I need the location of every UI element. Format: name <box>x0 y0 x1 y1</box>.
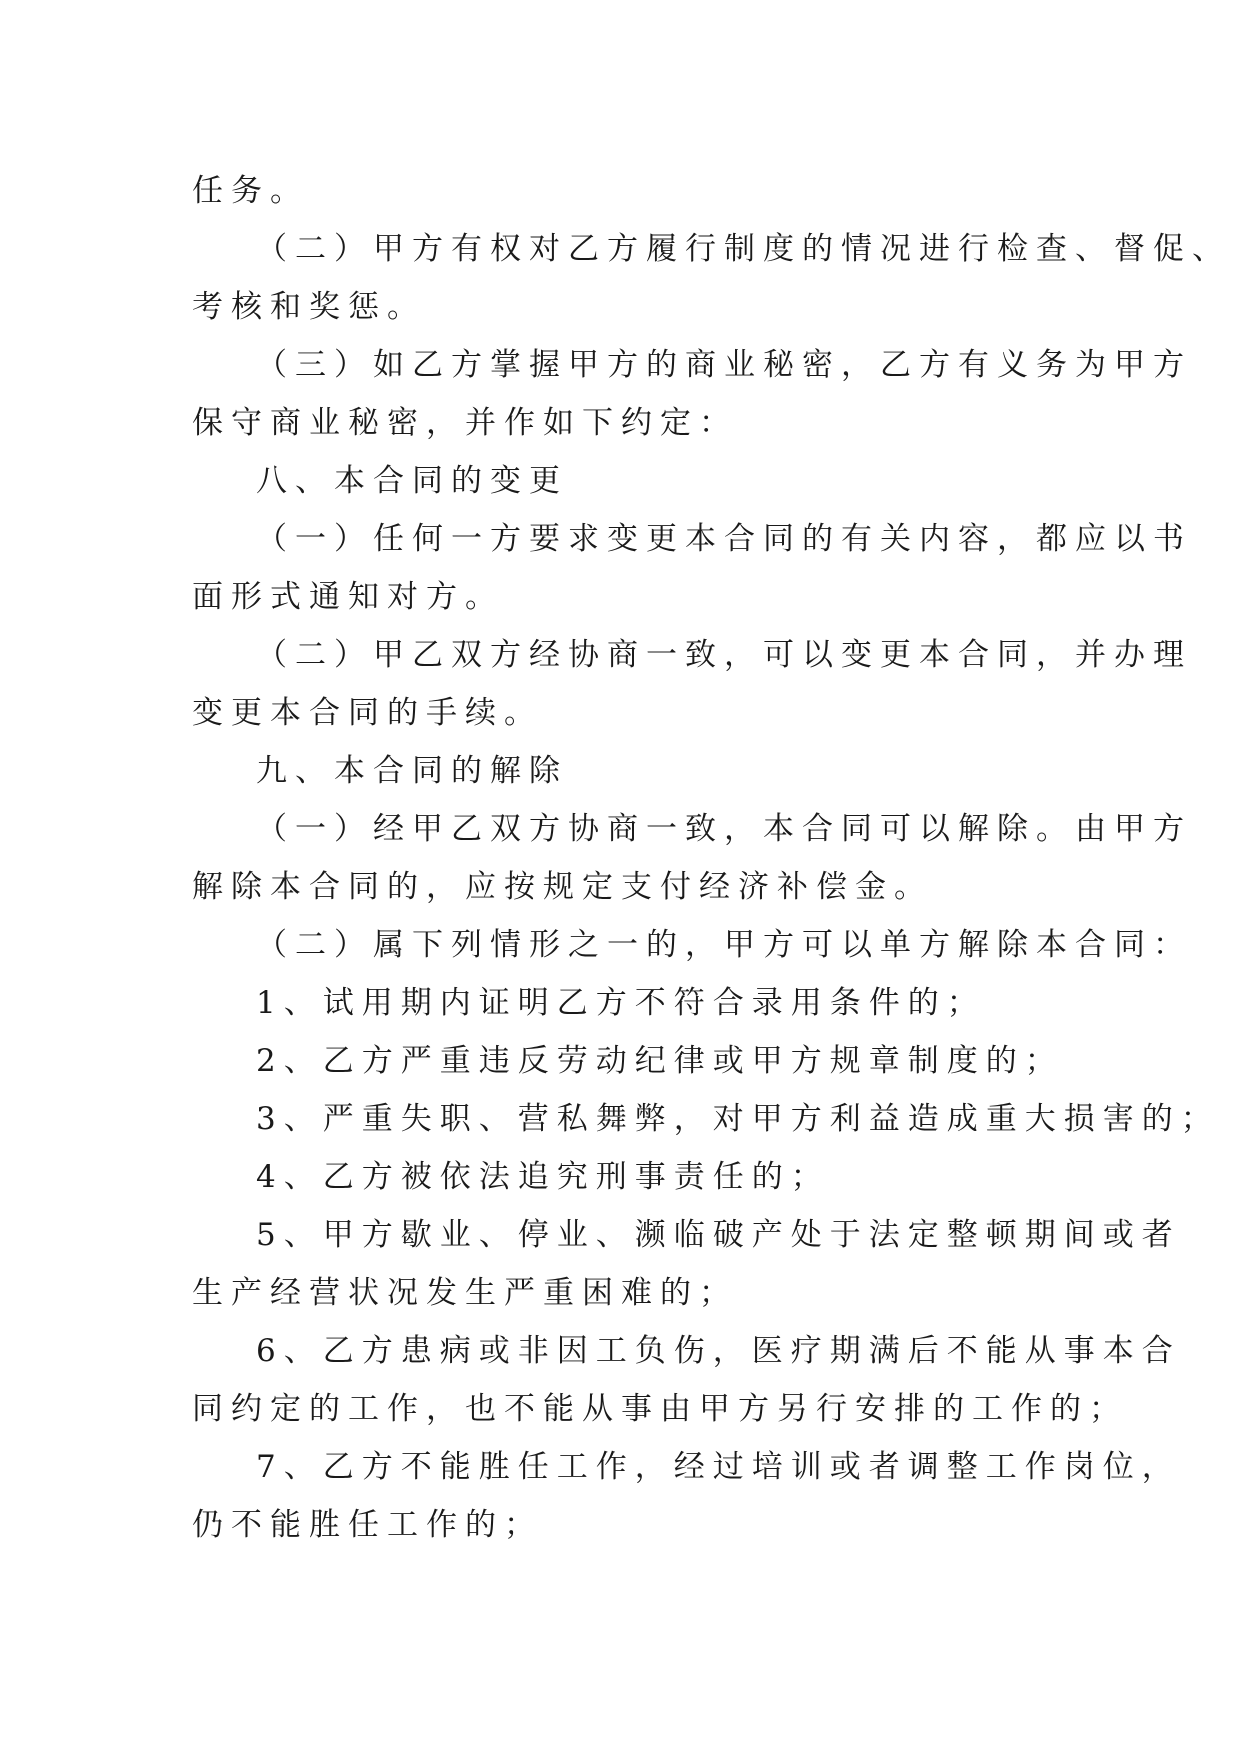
text-line: （三）如乙方掌握甲方的商业秘密，乙方有义务为甲方 <box>256 347 1192 383</box>
text-line: 保守商业秘密，并作如下约定： <box>192 405 738 441</box>
list-item: 1、试用期内证明乙方不符合录用条件的； <box>256 985 986 1021</box>
text-line: 考核和奖惩。 <box>192 289 426 325</box>
text-line: （一）经甲乙双方协商一致，本合同可以解除。由甲方 <box>256 811 1192 847</box>
list-item: 2、乙方严重违反劳动纪律或甲方规章制度的； <box>256 1043 1064 1079</box>
text-line: 任务。 <box>192 173 309 209</box>
text-line: （一）任何一方要求变更本合同的有关内容，都应以书 <box>256 521 1192 557</box>
text-line: 解除本合同的，应按规定支付经济补偿金。 <box>192 869 933 905</box>
text-line: 变更本合同的手续。 <box>192 695 543 731</box>
section-heading: 九、本合同的解除 <box>256 753 568 789</box>
section-heading: 八、本合同的变更 <box>256 463 568 499</box>
list-item: 3、严重失职、营私舞弊，对甲方利益造成重大损害的； <box>256 1101 1220 1137</box>
text-line: 面形式通知对方。 <box>192 579 504 615</box>
list-item: 4、乙方被依法追究刑事责任的； <box>256 1159 830 1195</box>
text-line: （二）属下列情形之一的，甲方可以单方解除本合同： <box>256 927 1192 963</box>
text-line: （二）甲方有权对乙方履行制度的情况进行检查、督促、 <box>256 231 1231 267</box>
list-item: 7、乙方不能胜任工作，经过培训或者调整工作岗位， <box>256 1449 1181 1485</box>
text-line: 同约定的工作，也不能从事由甲方另行安排的工作的； <box>192 1391 1128 1427</box>
text-line: 生产经营状况发生严重困难的； <box>192 1275 738 1311</box>
document-body <box>192 162 1231 1554</box>
text-line: （二）甲乙双方经协商一致，可以变更本合同，并办理 <box>256 637 1192 673</box>
text-line: 仍不能胜任工作的； <box>192 1507 543 1543</box>
list-item: 5、甲方歇业、停业、濒临破产处于法定整顿期间或者 <box>256 1217 1181 1253</box>
list-item: 6、乙方患病或非因工负伤，医疗期满后不能从事本合 <box>256 1333 1181 1369</box>
